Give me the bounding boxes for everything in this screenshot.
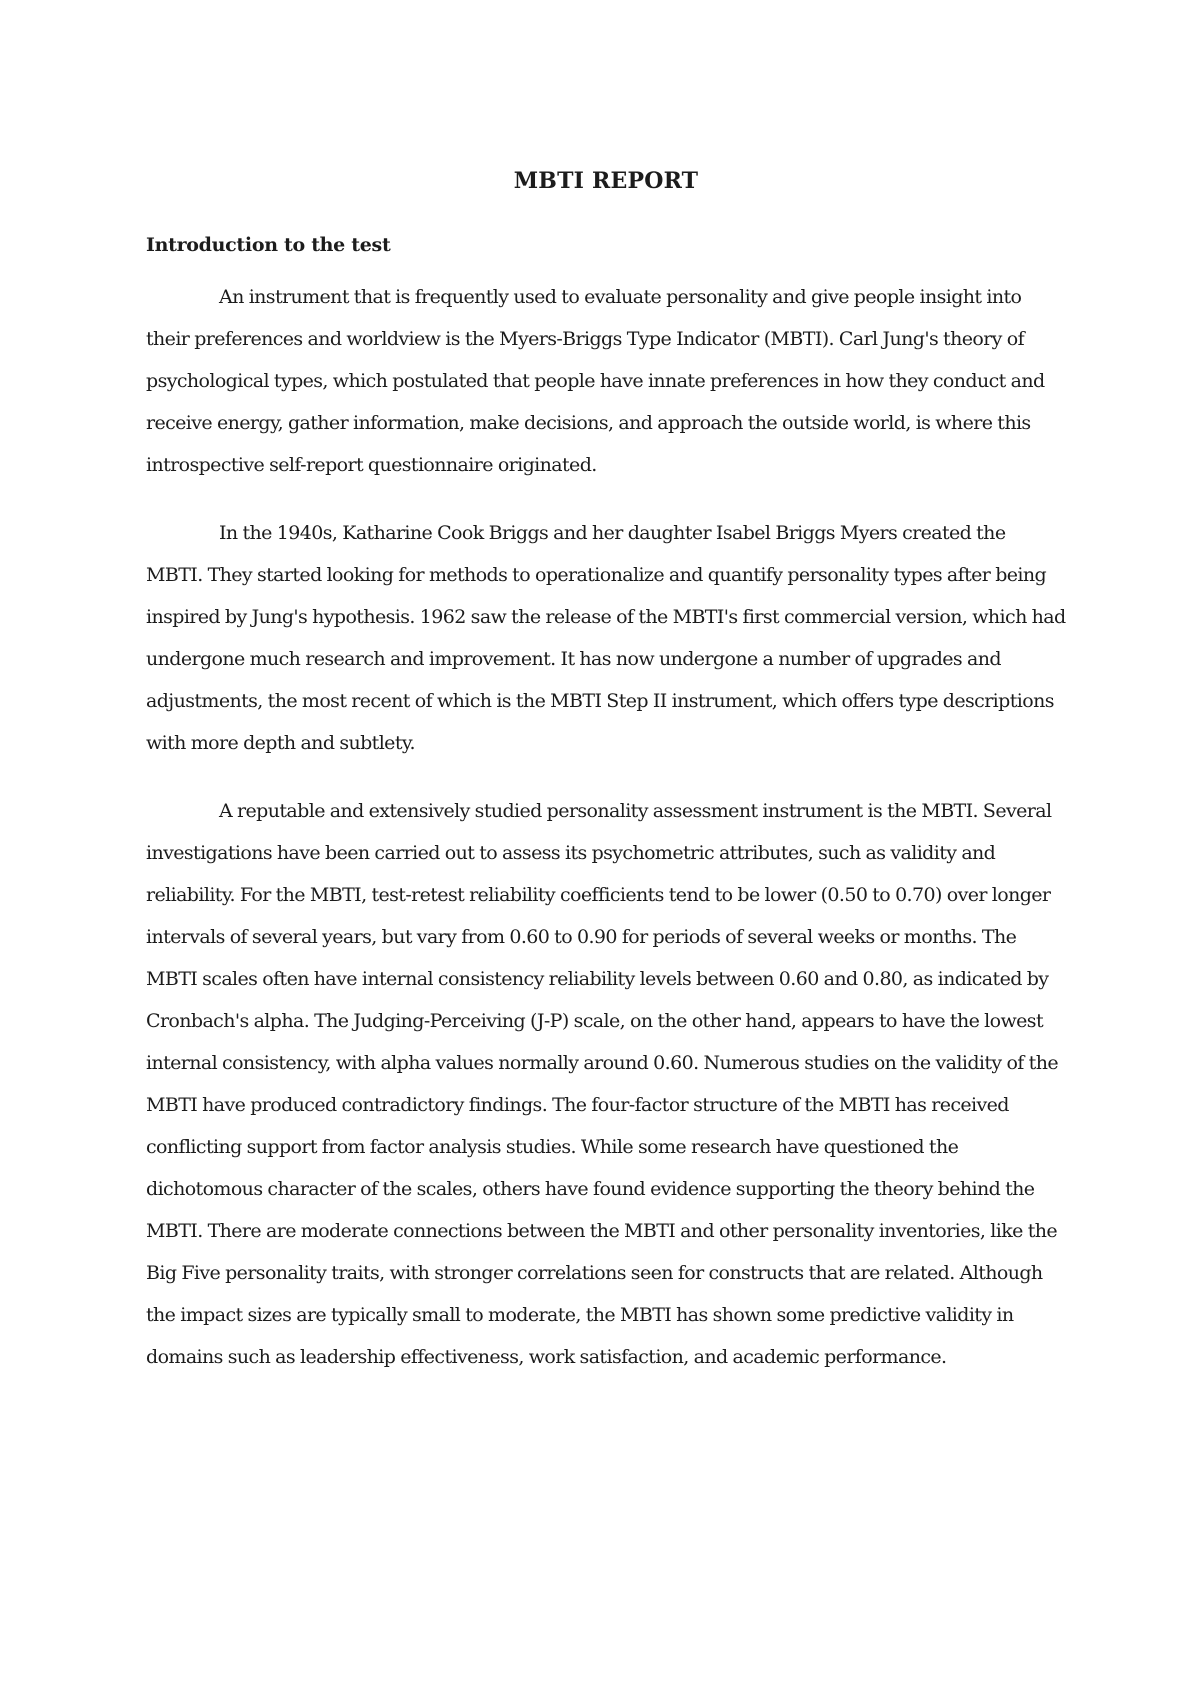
section-heading-introduction: Introduction to the test — [146, 234, 391, 256]
paragraph-origin: In the 1940s, Katharine Cook Briggs and her daughter Isabel Briggs Myers created the MBTI. They started looking for methods to operationalize and quantify personality types after being inspired by Jung's hypothesis. 1962 saw the release of the MBTI's first commercial version, which had undergone much research and improvement. It has now undergone a number of upgrades and adjustments, the most recent of which is the MBTI Step II instrument, which offers type descriptions with more depth and subtlety. — [146, 522, 1066, 754]
paragraph-history-overview: An instrument that is frequently used to evaluate personality and give people insight into their preferences and worldview is the Myers-Briggs Type Indicator (MBTI). Carl Jung's theory of psychological types, which postulated that people have innate preferences in how they conduct and receive energy, gather information, make decisions, and approach the outside world, is where this introspective self-report questionnaire originated. — [146, 286, 1045, 476]
paragraph-psychometrics: A reputable and extensively studied personality assessment instrument is the MBTI. Several investigations have been carried out to assess its psychometric attributes, such as validity and reliability. For the MBTI, test-retest reliability coefficients tend to be lower (0.50 to 0.70) over longer intervals of several years, but vary from 0.60 to 0.90 for periods of several weeks or months. The MBTI scales often have internal consistency reliability levels between 0.60 and 0.80, as indicated by Cronbach's alpha. The Judging-Perceiving (J-P) scale, on the other hand, appears to have the lowest internal consistency, with alpha values normally around 0.60. Numerous studies on the validity of the MBTI have produced contradictory findings. The four-factor structure of the MBTI has received conflicting support from factor analysis studies. While some research have questioned the dichotomous character of the scales, others have found evidence supporting the theory behind the MBTI. There are moderate connections between the MBTI and other personality inventories, like the Big Five personality traits, with stronger correlations seen for constructs that are related. Although the impact sizes are typically small to moderate, the MBTI has shown some predictive validity in domains such as leadership effectiveness, work satisfaction, and academic performance. — [146, 800, 1058, 1368]
document-title: MBTI REPORT — [513, 168, 699, 194]
document-body — [146, 168, 1066, 1404]
